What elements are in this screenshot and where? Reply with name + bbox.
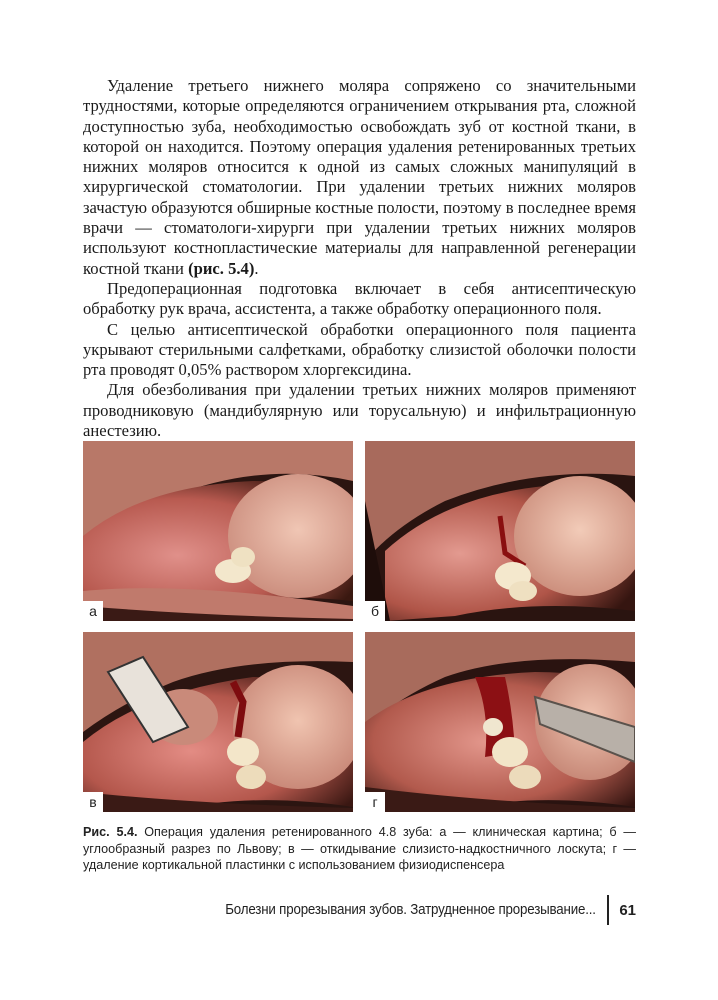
figure-photo-c (83, 632, 353, 812)
footer-divider (607, 895, 609, 925)
figure-photo-b (365, 441, 635, 621)
caption-text: Операция удаления ретенированного 4.8 зуба: а — клиническая картина; б — углообразный разрез по Львову; в — откидывание слизисто-надкостничного лоскута; г — удаление кортикальной пластинки с использованием физиодиспенсера (83, 825, 636, 872)
panel-label-b: б (365, 601, 385, 621)
body-text (83, 76, 636, 441)
caption-label: Рис. 5.4. (83, 825, 138, 839)
paragraph-1-end: . (254, 258, 259, 278)
figure-photo-a (83, 441, 353, 621)
panel-label-d: г (365, 792, 385, 812)
running-title: Болезни прорезывания зубов. Затрудненное прорезывание... (224, 902, 596, 918)
page-number: 61 (619, 901, 636, 919)
paragraph-3: С целью антисептической обработки операционного поля пациента укрывают стерильными салфетками, обработку слизистой оболочки полости рта проводят 0,05% раствором хлоргексидина. (83, 319, 636, 380)
paragraph-1-text: Удаление третьего нижнего моляра сопряжено со значительными трудностями, которые определяются ограничением открывания рта, сложной доступностью зуба, необходимостью освобождать зуб от костной ткани, в которой он находится. Поэтому операция удаления ретенированных третьих нижних моляров относится к одной из самых сложных манипуляций в хирургической стоматологии. При удалении третьих нижних моляров зачастую образуются обширные костные полости, поэтому в последнее время врачи — стоматологи-хирурги при удалении третьих нижних моляров используют костнопластические материалы для направленной регенерации костной ткани (83, 76, 636, 278)
paragraph-1 (83, 76, 636, 279)
panel-label-a: а (83, 601, 103, 621)
page-footer (193, 895, 636, 925)
figure-caption (83, 824, 636, 874)
figure-reference: (рис. 5.4) (188, 258, 255, 278)
figure-photo-d (365, 632, 635, 812)
paragraph-4: Для обезболивания при удалении третьих нижних моляров применяют проводниковую (мандибулярную или торусальную) и инфильтрационную анестезию. (83, 380, 636, 441)
paragraph-2: Предоперационная подготовка включает в себя антисептическую обработку рук врача, ассистента, а также обработку операционного поля. (83, 278, 636, 319)
panel-label-c: в (83, 792, 103, 812)
